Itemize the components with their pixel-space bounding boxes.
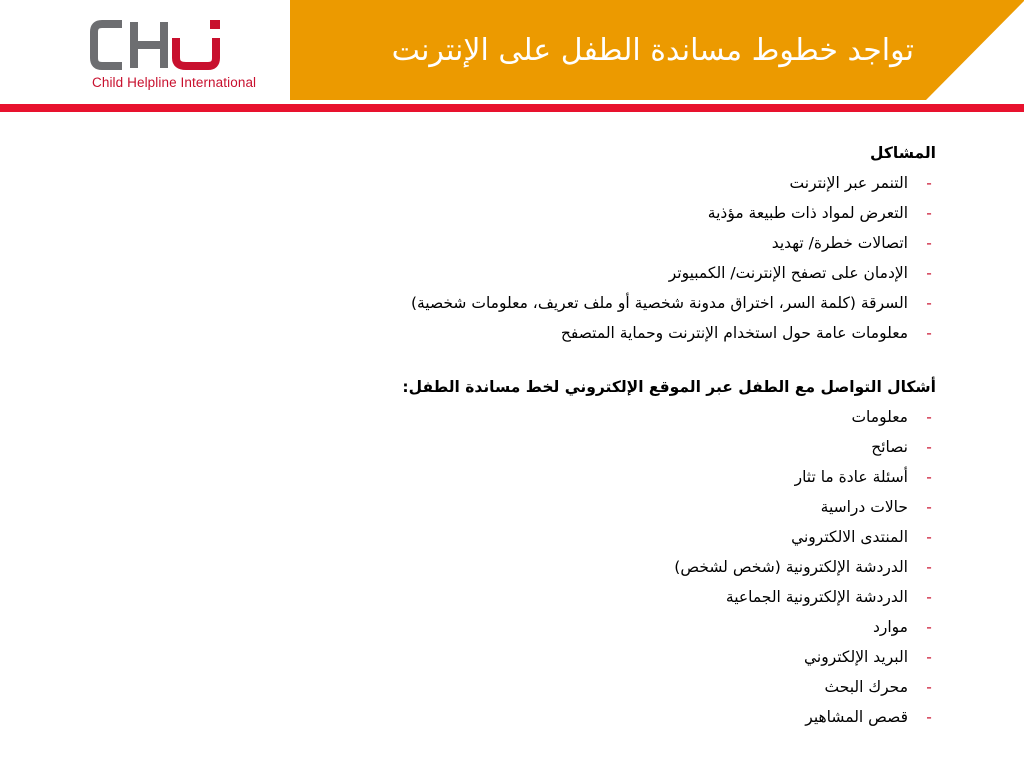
list-item xyxy=(176,642,936,672)
bullet-dash: - xyxy=(926,204,932,222)
item-text: التنمر عبر الإنترنت xyxy=(789,174,908,192)
chi-logo xyxy=(90,18,275,96)
list-item xyxy=(176,702,936,732)
list-item xyxy=(176,612,936,642)
item-text: قصص المشاهير xyxy=(805,708,908,726)
bullet-dash: - xyxy=(926,234,932,252)
item-text: المنتدى الالكتروني xyxy=(791,528,908,546)
item-text: أسئلة عادة ما تثار xyxy=(794,468,908,486)
bullet-dash: - xyxy=(926,678,932,696)
bullet-dash: - xyxy=(926,468,932,486)
slide-content xyxy=(176,138,936,732)
section-heading-problems: المشاكل xyxy=(870,144,936,162)
item-text: محرك البحث xyxy=(824,678,908,696)
list-item xyxy=(176,432,936,462)
bullet-dash: - xyxy=(926,588,932,606)
list-item xyxy=(176,492,936,522)
logo-text: Child Helpline International xyxy=(92,75,257,90)
list-item xyxy=(176,258,936,288)
item-text: نصائح xyxy=(871,438,908,456)
chi-logo-mark-icon xyxy=(90,18,275,73)
list-item xyxy=(176,552,936,582)
item-text: معلومات عامة حول استخدام الإنترنت وحماية المتصفح xyxy=(560,324,908,342)
item-text: حالات دراسية xyxy=(820,498,908,516)
item-text: البريد الإلكتروني xyxy=(803,648,908,666)
bullet-dash: - xyxy=(926,618,932,636)
list-item xyxy=(176,402,936,432)
list-item xyxy=(176,672,936,702)
list-item xyxy=(176,228,936,258)
section-heading-channels: أشكال التواصل مع الطفل عبر الموقع الإلكتروني لخط مساندة الطفل: xyxy=(402,378,936,396)
item-text: معلومات xyxy=(851,408,908,426)
bullet-dash: - xyxy=(926,174,932,192)
slide-title: تواجد خطوط مساندة الطفل على الإنترنت xyxy=(391,33,914,68)
bullet-dash: - xyxy=(926,648,932,666)
item-text: التعرض لمواد ذات طبيعة مؤذية xyxy=(707,204,908,222)
bullet-dash: - xyxy=(926,498,932,516)
list-item xyxy=(176,168,936,198)
item-text: السرقة (كلمة السر، اختراق مدونة شخصية أو ملف تعريف، معلومات شخصية) xyxy=(410,294,908,312)
bullet-dash: - xyxy=(926,408,932,426)
list-item xyxy=(176,582,936,612)
bullet-dash: - xyxy=(926,708,932,726)
item-text: الدردشة الإلكترونية (شخص لشخص) xyxy=(674,558,908,576)
bullet-dash: - xyxy=(926,324,932,342)
item-text: الدردشة الإلكترونية الجماعية xyxy=(725,588,908,606)
list-item xyxy=(176,462,936,492)
bullet-dash: - xyxy=(926,264,932,282)
bullet-dash: - xyxy=(926,294,932,312)
header-divider xyxy=(0,104,1024,112)
bullet-dash: - xyxy=(926,528,932,546)
list-item xyxy=(176,198,936,228)
slide-header xyxy=(0,0,1024,112)
section-gap xyxy=(176,348,936,372)
list-item xyxy=(176,318,936,348)
item-text: موارد xyxy=(872,618,908,636)
item-text: اتصالات خطرة/ تهديد xyxy=(771,234,908,252)
bullet-dash: - xyxy=(926,438,932,456)
item-text: الإدمان على تصفح الإنترنت/ الكمبيوتر xyxy=(668,264,908,282)
bullet-dash: - xyxy=(926,558,932,576)
list-item xyxy=(176,288,936,318)
list-item xyxy=(176,522,936,552)
